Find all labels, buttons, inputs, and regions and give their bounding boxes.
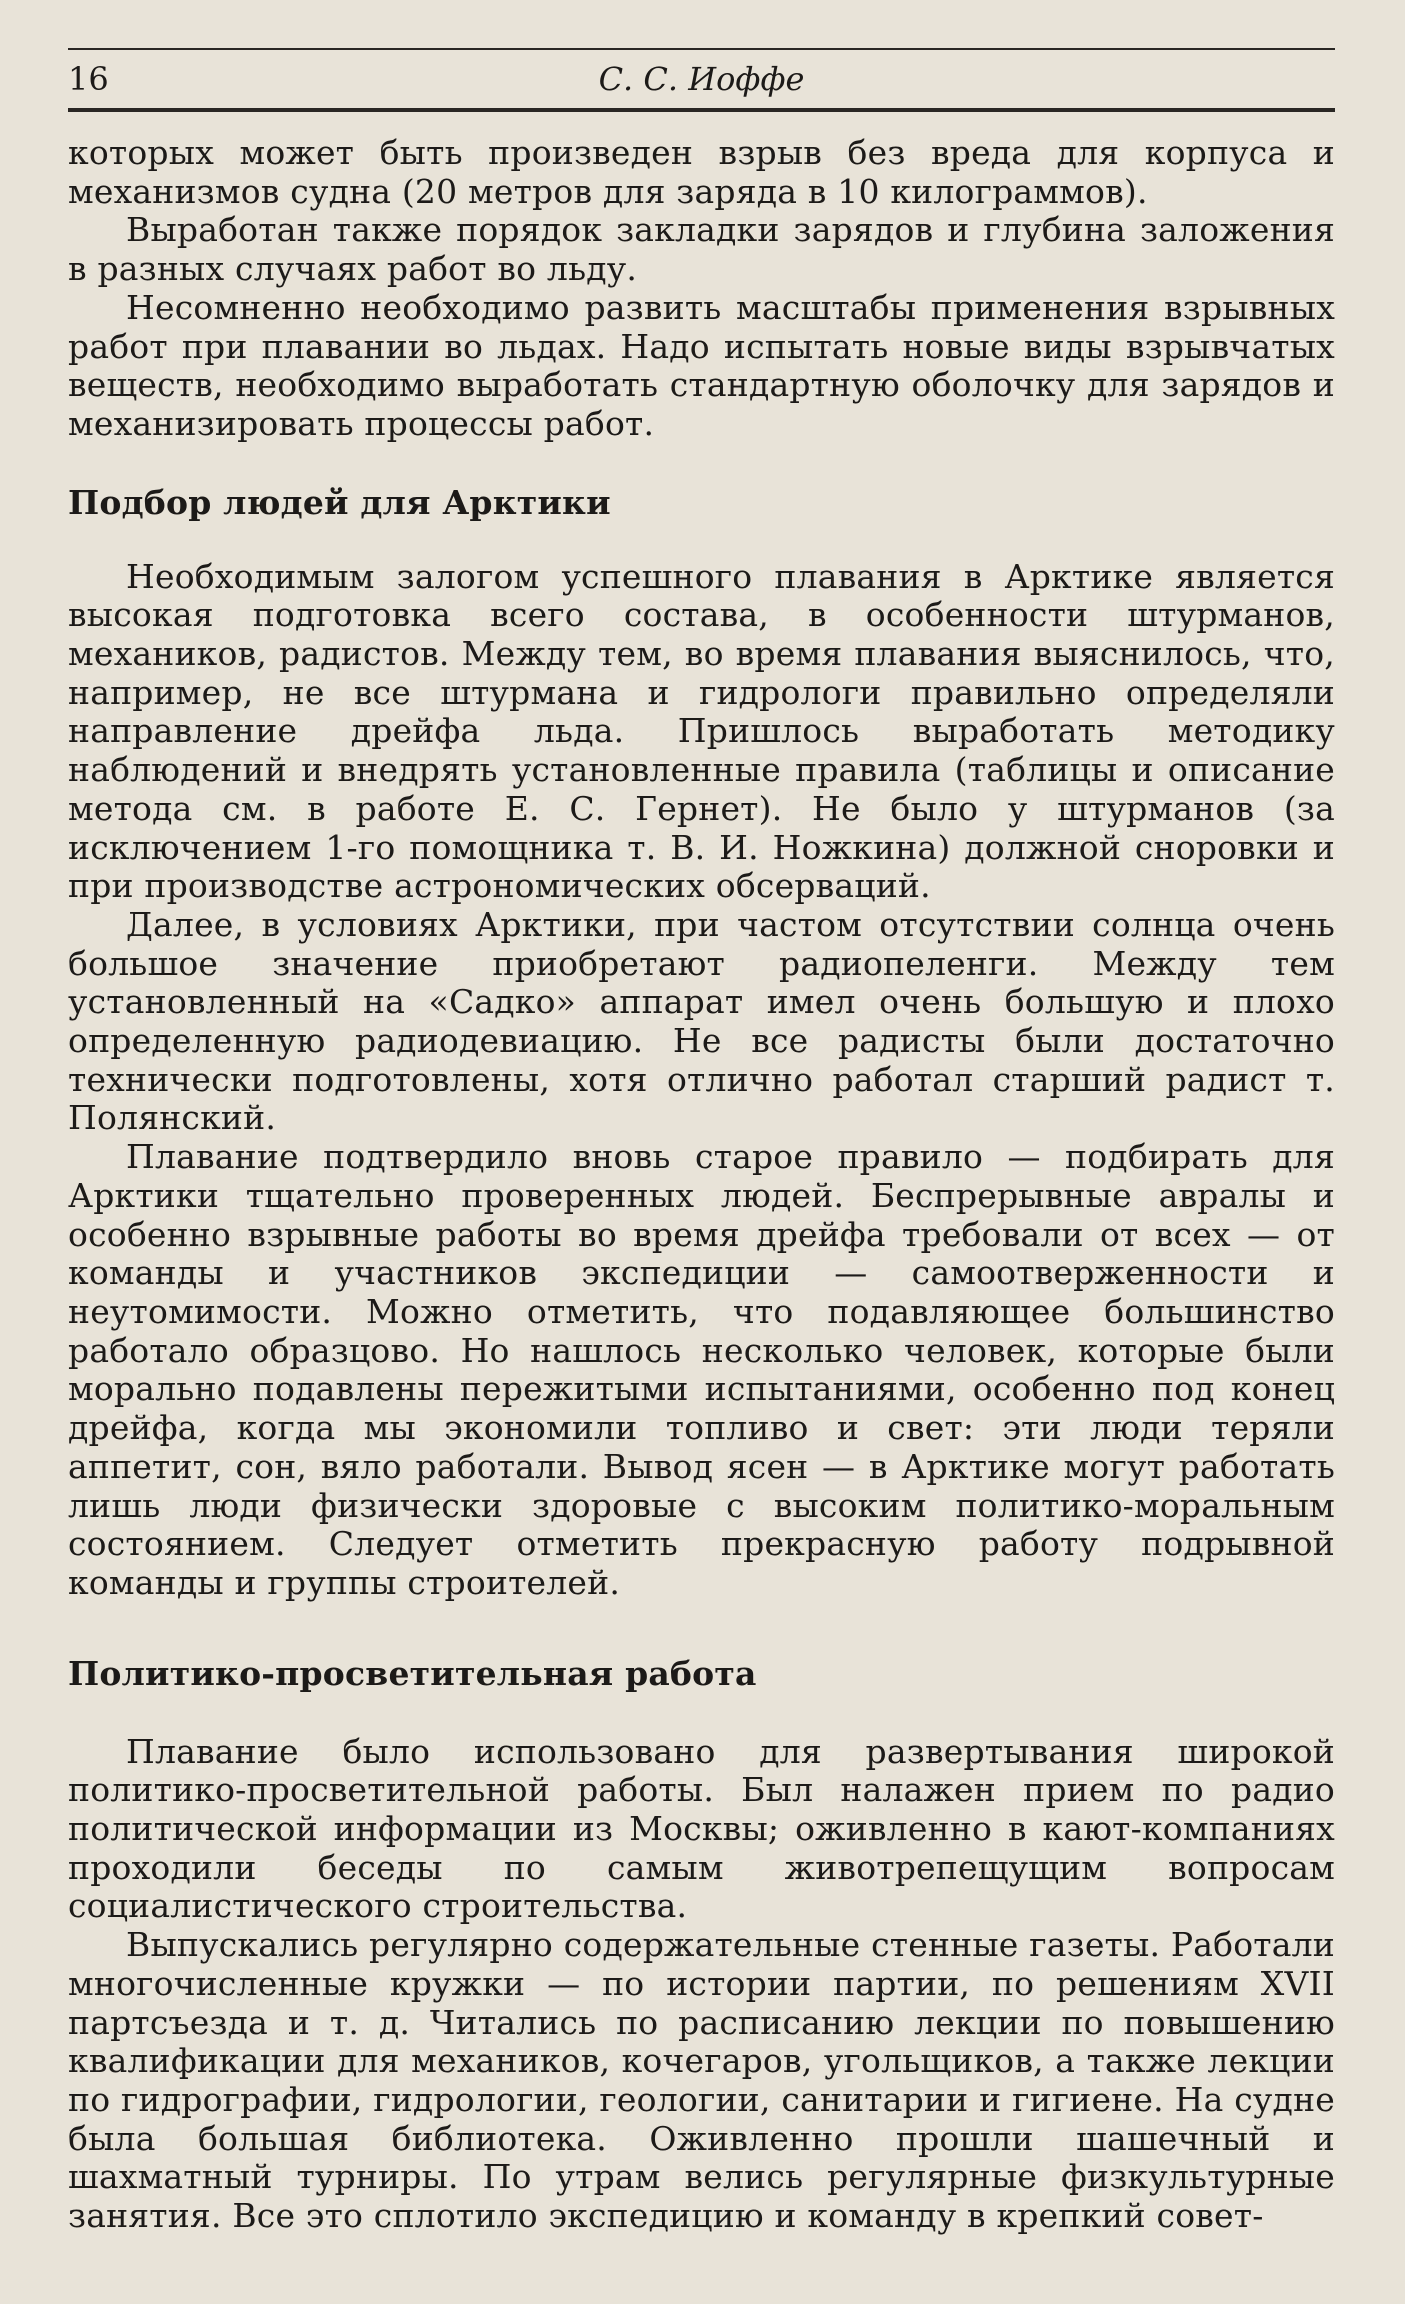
paragraph: Выпускались регулярно содержательные стенные газеты. Работали многочисленные кружки — по истории партии, по решениям XVII партсъезда и т. д. Читались по расписанию лекции по повышению квалификации для механиков, кочегаров, угольщиков, а также лекции по гидрографии, гидрологии, геологии, санитарии и гигиене. На судне была большая библиотека. Оживленно прошли шашечный и шахматный турниры. По утрам велись регулярные физкультурные занятия. Все это сплотило экспедицию и команду в крепкий совет- xyxy=(68,1925,1335,2236)
paragraph: Плавание подтвердило вновь старое правило — подбирать для Арктики тщательно проверенных людей. Беспрерывные авралы и особенно взрывные работы во время дрейфа требовали от всех — от команды и участников экспедиции — самоотверженности и неутомимости. Можно отметить, что подавляющее большинство работало образцово. Но нашлось несколько человек, которые были морально подавлены пережитыми испытаниями, особенно под конец дрейфа, когда мы экономили топливо и свет: эти люди теряли аппетит, сон, вяло работали. Вывод ясен — в Арктике могут работать лишь люди физически здоровые с высоким политико-моральным состоянием. Следует отметить прекрасную работу подрывной команды и группы строителей. xyxy=(68,1137,1335,1602)
paragraph: Плавание было использовано для развертывания широкой политико-просветительной работы. Был налажен прием по радио политической информации из Москвы; оживленно в кают-компаниях проходили беседы по самым животрепещущим вопросам социалистического строительства. xyxy=(68,1731,1335,1926)
paragraph: Необходимым залогом успешного плавания в Арктике является высокая подготовка всего состава, в особенности штурманов, механиков, радистов. Между тем, во время плавания выяснилось, что, например, не все штурмана и гидрологи правильно определяли направление дрейфа льда. Пришлось выработать методику наблюдений и внедрять установленные правила (таблицы и описание метода см. в работе Е. С. Гернет). Не было у штурманов (за исключением 1-го помощника т. В. И. Ножкина) должной сноровки и при производстве астрономических обсерваций. xyxy=(68,556,1335,906)
section-heading: Политико-просветительная работа xyxy=(68,1653,757,1693)
page-body xyxy=(68,134,1335,2236)
page-header xyxy=(68,48,1335,112)
paragraph-continuation: которых может быть произведен взрыв без вреда для корпуса и механизмов судна (20 метров для заряда в 10 килограммов). xyxy=(68,133,1335,211)
paragraph: Несомненно необходимо развить масштабы применения взрывных работ при плавании во льдах. Надо испытать новые виды взрывчатых веществ, необходимо выработать стандартную оболочку для зарядов и механизировать процессы работ. xyxy=(68,287,1335,443)
section-heading: Подбор людей для Арктики xyxy=(68,482,611,522)
paragraph: Далее, в условиях Арктики, при частом отсутствии солнца очень большое значение приобретают радиопеленги. Между тем установленный на «Садко» аппарат имел очень большую и плохо определенную радиодевиацию. Не все радисты были достаточно технически подготовлены, хотя отлично работал старший радист т. Полянский. xyxy=(68,904,1335,1138)
running-head-author: С. С. Иоффе xyxy=(598,60,805,98)
paragraph: Выработан также порядок закладки зарядов и глубина заложения в разных случаях работ во льду. xyxy=(68,210,1335,289)
page-number: 16 xyxy=(68,60,109,98)
